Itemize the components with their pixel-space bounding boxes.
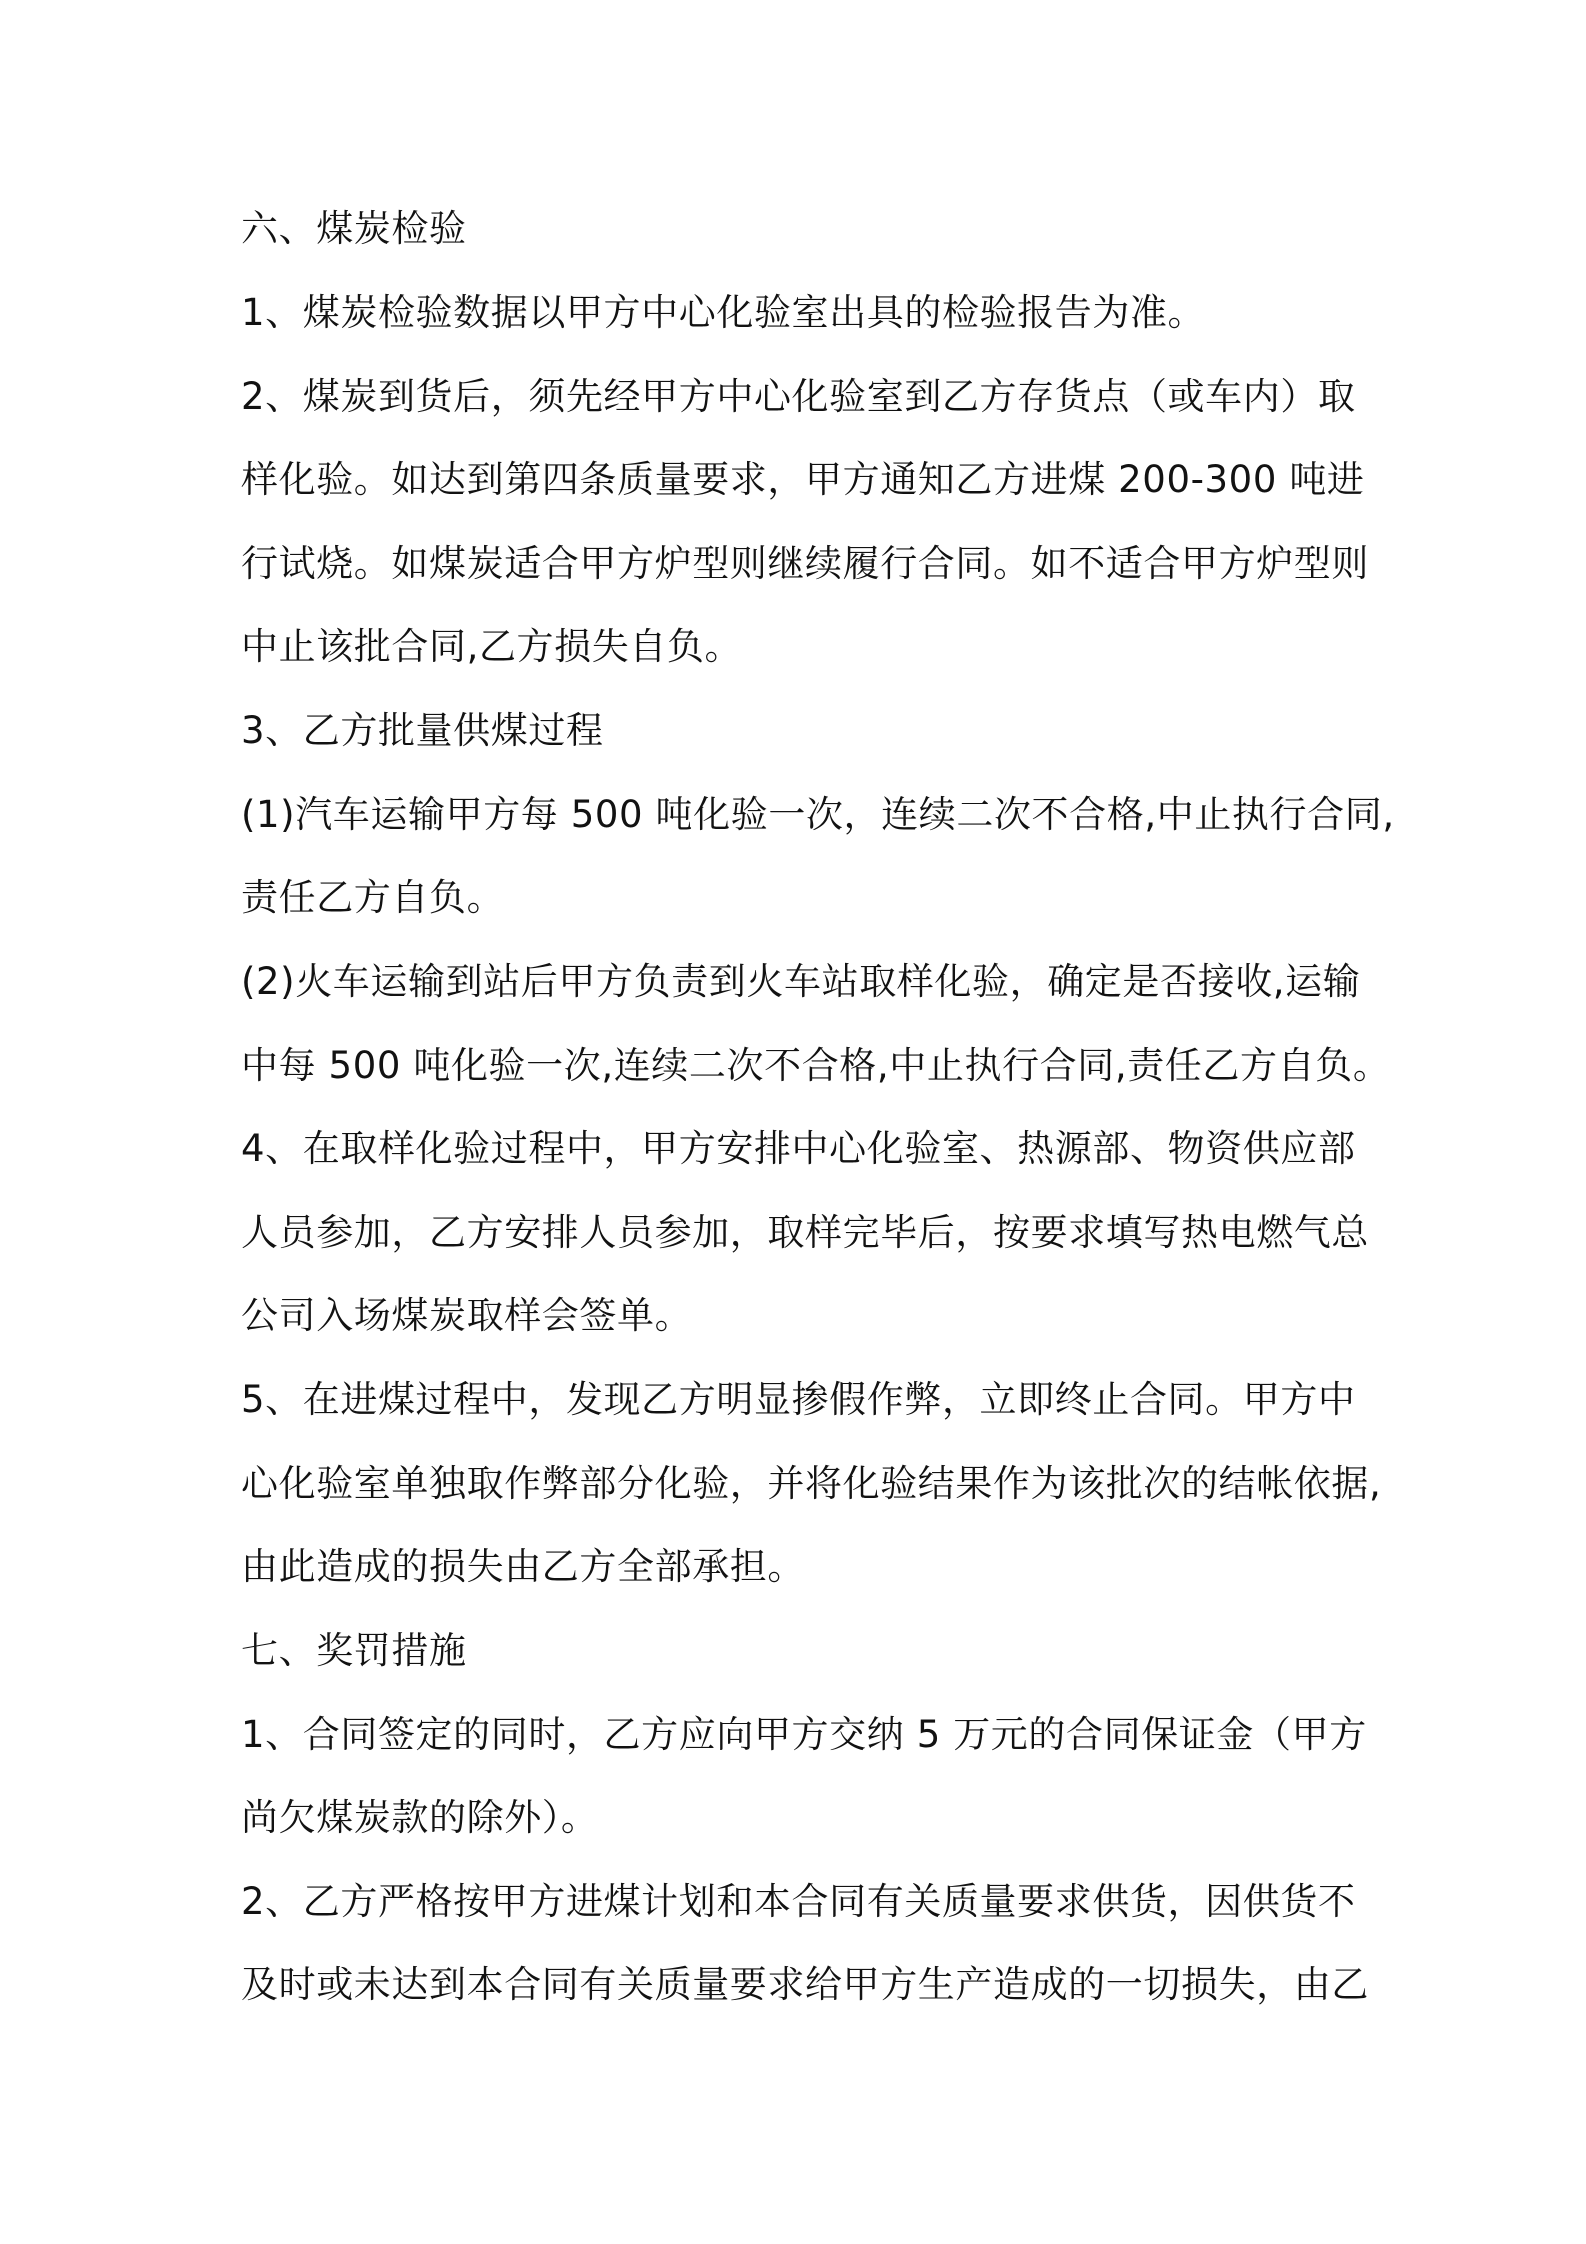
- paragraph-line: 人员参加，乙方安排人员参加，取样完毕后，按要求填写热电燃气总: [241, 1211, 1369, 1254]
- paragraph-line: 责任乙方自负。: [241, 876, 505, 919]
- paragraph-line: 3、乙方批量供煤过程: [241, 709, 604, 752]
- section-heading-coal-inspection: 六、煤炭检验: [241, 207, 467, 250]
- paragraph-line: 2、乙方严格按甲方进煤计划和本合同有关质量要求供货，因供货不: [241, 1880, 1356, 1923]
- paragraph-line: 4、在取样化验过程中，甲方安排中心化验室、热源部、物资供应部: [241, 1127, 1356, 1170]
- paragraph-line: 1、合同签定的同时，乙方应向甲方交纳 5 万元的合同保证金（甲方: [241, 1713, 1367, 1756]
- paragraph-line: 中每 500 吨化验一次,连续二次不合格,中止执行合同,责任乙方自负。: [241, 1044, 1391, 1087]
- paragraph-line: 心化验室单独取作弊部分化验，并将化验结果作为该批次的结帐依据,: [241, 1462, 1382, 1505]
- paragraph-line: 由此造成的损失由乙方全部承担。: [241, 1545, 805, 1588]
- paragraph-line: 中止该批合同,乙方损失自负。: [241, 625, 743, 668]
- paragraph-line: (2)火车运输到站后甲方负责到火车站取样化验，确定是否接收,运输: [241, 960, 1361, 1003]
- paragraph-line: 行试烧。如煤炭适合甲方炉型则继续履行合同。如不适合甲方炉型则: [241, 542, 1369, 585]
- paragraph-line: 公司入场煤炭取样会签单。: [241, 1294, 693, 1337]
- paragraph-line: (1)汽车运输甲方每 500 吨化验一次，连续二次不合格,中止执行合同,: [241, 793, 1395, 836]
- paragraph-line: 及时或未达到本合同有关质量要求给甲方生产造成的一切损失，由乙: [241, 1963, 1369, 2006]
- paragraph-line: 2、煤炭到货后，须先经甲方中心化验室到乙方存货点（或车内）取: [241, 375, 1356, 418]
- paragraph-line: 样化验。如达到第四条质量要求，甲方通知乙方进煤 200-300 吨进: [241, 458, 1365, 501]
- paragraph-line: 1、煤炭检验数据以甲方中心化验室出具的检验报告为准。: [241, 291, 1206, 334]
- paragraph-line: 5、在进煤过程中，发现乙方明显掺假作弊，立即终止合同。甲方中: [241, 1378, 1356, 1421]
- section-heading-rewards-penalties: 七、奖罚措施: [241, 1629, 467, 1672]
- paragraph-line: 尚欠煤炭款的除外）。: [241, 1796, 599, 1839]
